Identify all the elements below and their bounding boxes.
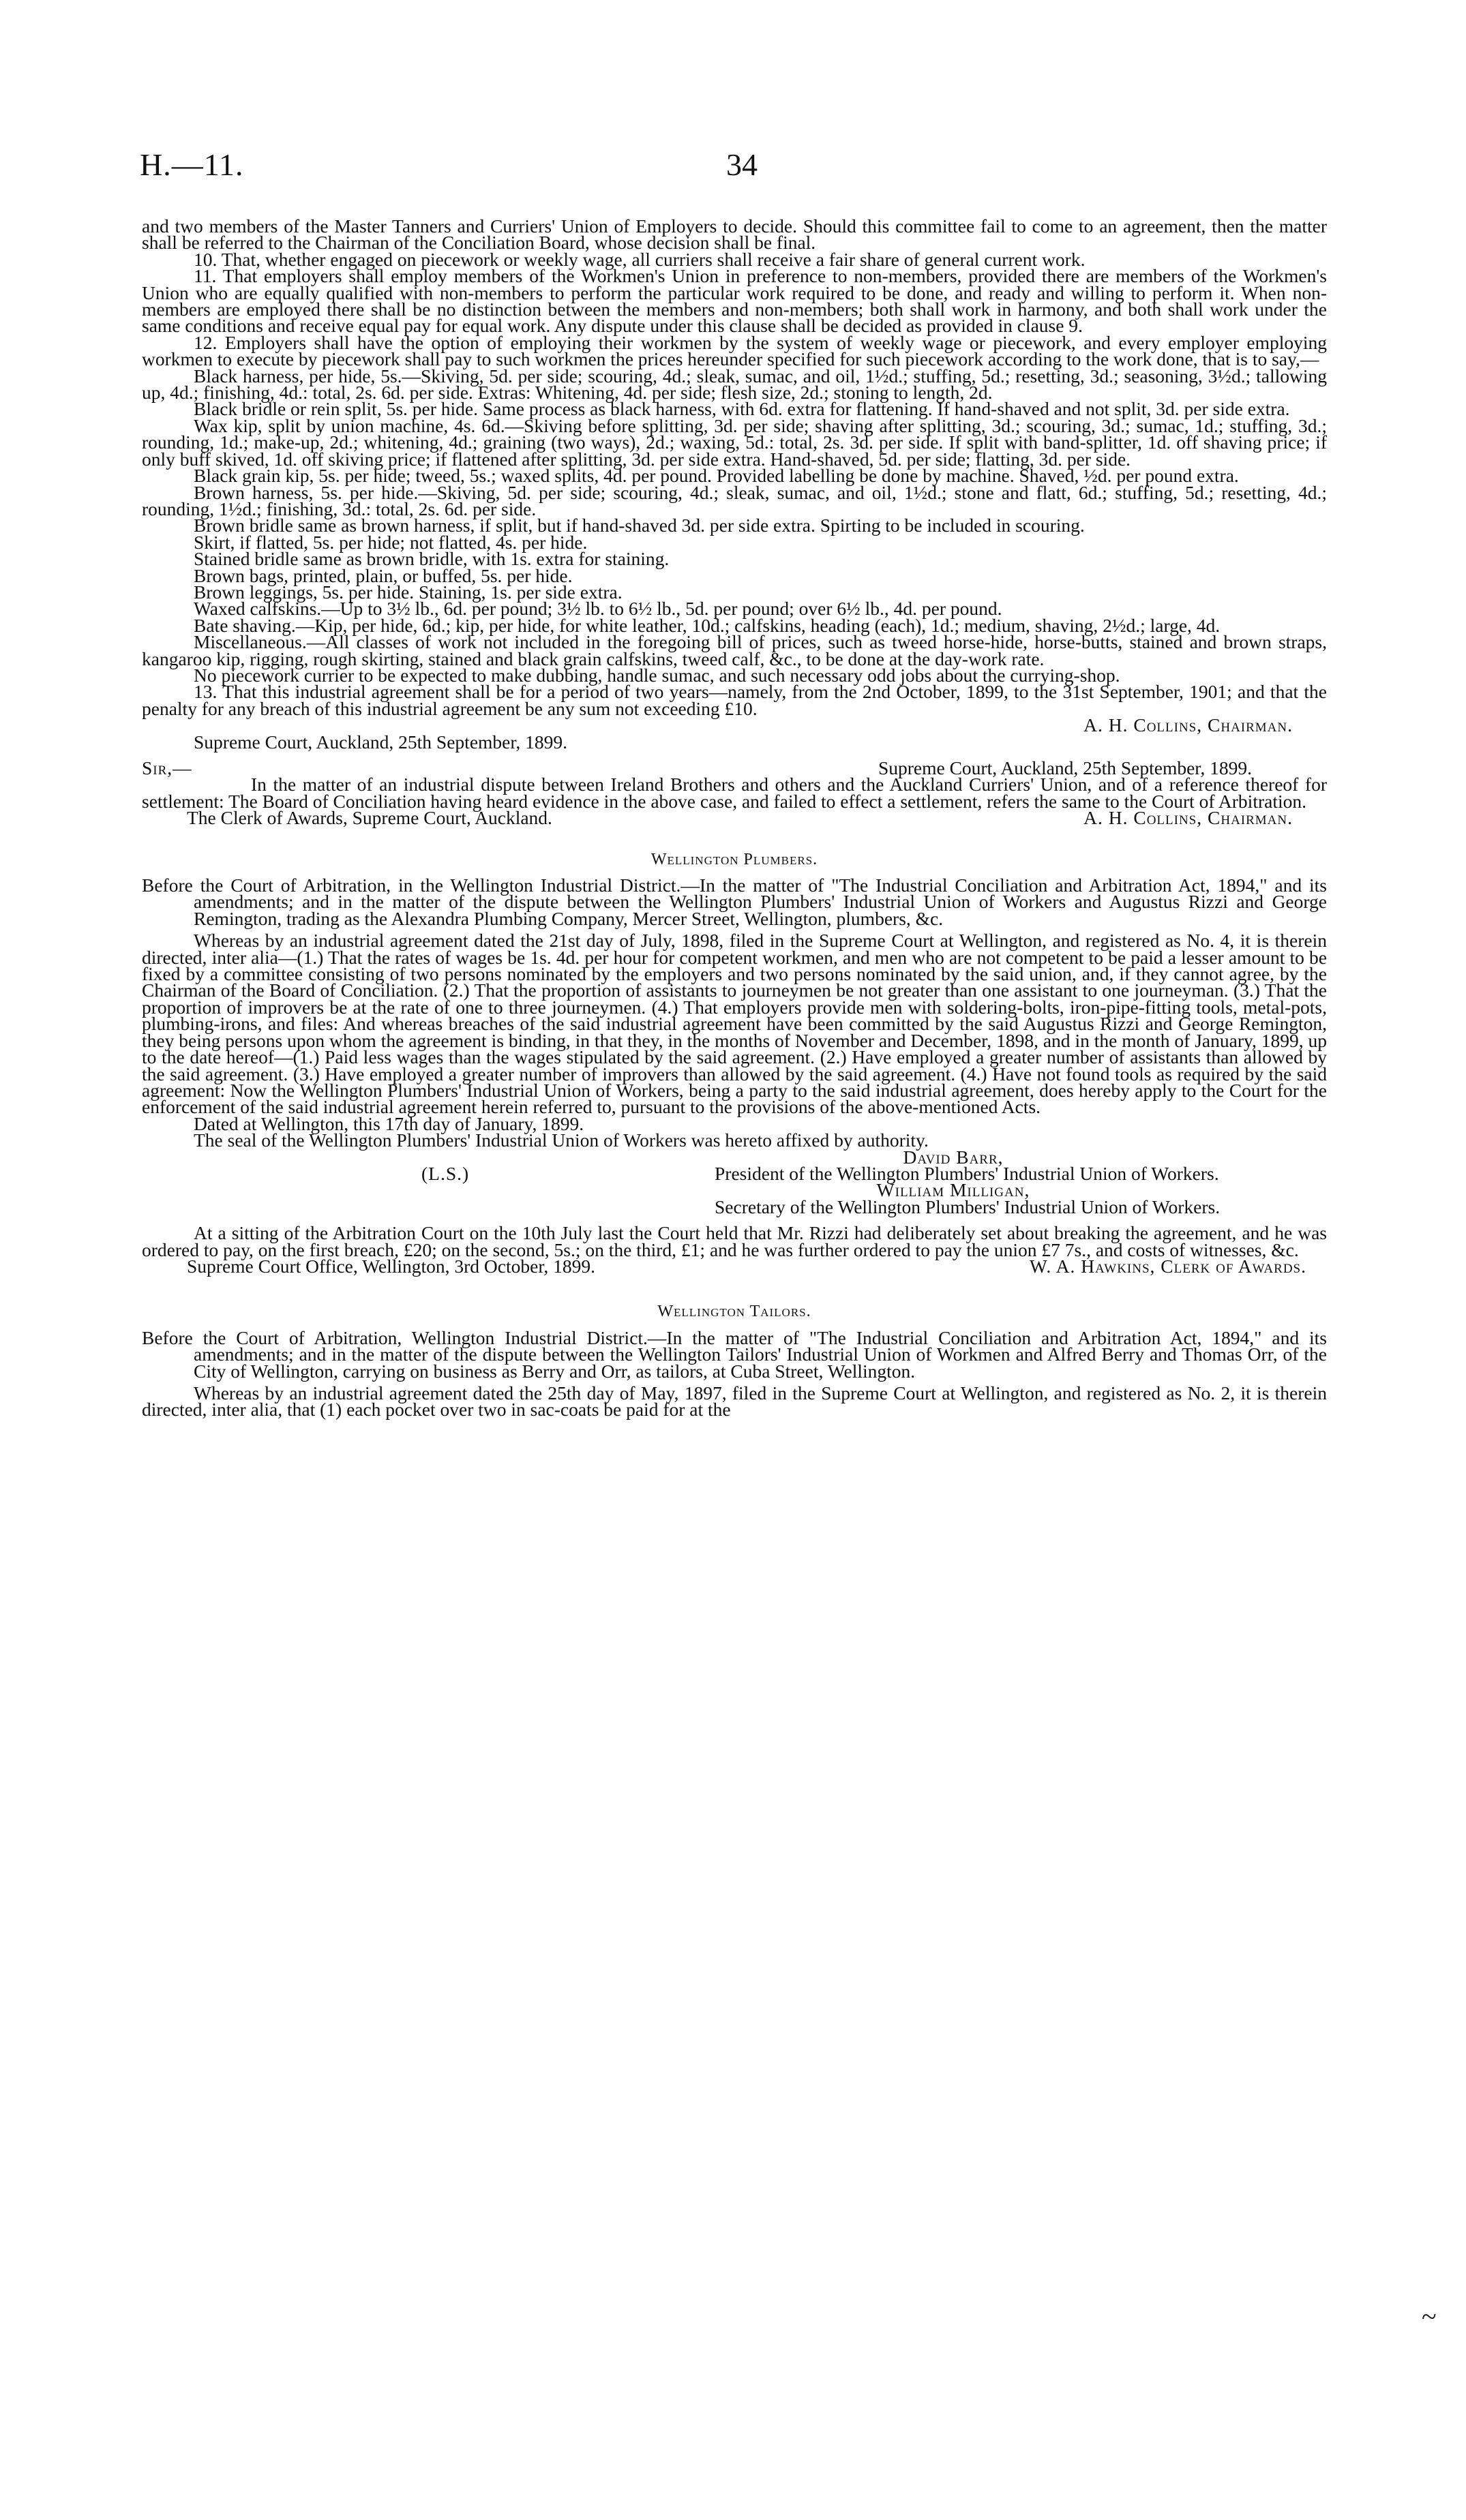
price-skirt: Skirt, if flatted, 5s. per hide; not flatted, 4s. per hide. (194, 531, 588, 553)
margin-mark: ~ (1422, 2301, 1437, 2332)
plumbers-before: Before the Court of Arbitration, in the Wellington Industrial District.—In the matter of "The Industrial Conciliation and Arbitration Act, 1894," and its amendments; and in the matter of the dispute between the Wellington Plumbers' Industrial Union of Workers and Augustus Rizzi and George Remington, trading as the Alexandra Plumbing Company, Mercer Street, Wellington, plumbers, &c. (142, 875, 1327, 929)
price-black-grain: Black grain kip, 5s. per hide; tweed, 5s.; waxed splits, 4d. per pound. Provided labelling be done by machine. Shaved, ½d. per pound extra. (194, 465, 1239, 487)
letter-body: In the matter of an industrial dispute between Ireland Brothers and others and the Auckland Curriers' Union, and of a reference thereof for settlement: The Board of Conciliation having heard evidence in the above case, and failed to effect a settlement, refers the same to the Court of Arbitration. (142, 774, 1327, 812)
page-header (140, 147, 1326, 187)
plumbers-whereas: Whereas by an industrial agreement dated the 21st day of July, 1898, filed in the Supreme Court at Wellington, and registered as No. 4, it is therein directed, inter alia—(1.) That the rates of wages be 1s. 4d. per hour for competent workmen, and men who are not competent to be paid a lesser amount to be fixed by a committee consisting of two persons nominated by the employers and two persons nominated by the said union, and, if they cannot agree, by the Chairman of the Board of Conciliation. (2.) That the proportion of assistants to journeymen be not greater than one assistant to one journeyman. (3.) That the proportion of improvers be at the rate of one to three journeymen. (4.) That employers provide men with soldering-bolts, iron-pipe-fitting tools, metal-pots, plumbing-irons, and files: And whereas breaches of the said industrial agreement have been committed by the said Augustus Rizzi and George Remington, they being persons upon whom the agreement is binding, in that they, in the months of November and December, 1898, and in the month of January, 1899, up to the date hereof—(1.) Paid less wages than the wages stipulated by the said agreement. (2.) Have employed a greater number of assistants than allowed by the said agreement. (3.) Have employed a greater number of improvers than allowed by the said agreement. (4.) Have not found tools as required by the said agreement: Now the Wellington Plumbers' Industrial Union of Workers, being a party to the said industrial agreement, does hereby apply to the Court for the enforcement of the said industrial agreement herein referred to, pursuant to the provisions of the above-mentioned Acts. (142, 930, 1327, 1118)
price-black-harness: Black harness, per hide, 5s.—Skiving, 5d. per side; scouring, 4d.; sleak, sumac, and oil, 1½d.; stuffing, 5d.; resetting, 3d.; seasoning, 3½d.; tallowing up, 4d.; finishing, 4d.: total, 2s. 6d. per side. Extras: Whitening, 4d. per side; flesh size, 2d.; stoning to length, 2d. (142, 365, 1327, 404)
plumbers-heading: Wellington Plumbers. (650, 850, 818, 868)
clause-12: 12. Employers shall have the option of employing their workmen by the system of weekly wage or piecework, and every employer employing workmen to execute by piecework shall pay to such workmen the prices hereunder specified for such piecework according to the work done, that is to say,— (142, 331, 1327, 370)
tailors-heading: Wellington Tailors. (657, 1303, 811, 1321)
plumbers-seal-text: The seal of the Wellington Plumbers' Industrial Union of Workers was hereto affixed by authority. (194, 1129, 929, 1151)
clause-13: 13. That this industrial agreement shall be for a period of two years—namely, from the 2nd October, 1899, to the 31st September, 1901; and that the penalty for any breach of this industrial agreement be any sum not exceeding £10. (142, 681, 1327, 719)
price-waxed-calfskins: Waxed calfskins.—Up to 3½ lb., 6d. per pound; 3½ lb. to 6½ lb., 5d. per pound; over 6½ lb., 4d. per pound. (194, 598, 1002, 620)
president-title: President of the Wellington Plumbers' Industrial Union of Workers. (715, 1162, 1219, 1184)
report-code: H.—11. (140, 147, 244, 182)
seal-mark: (L.S.) (421, 1162, 470, 1184)
letter-signature: A. H. Collins, Chairman. (1083, 807, 1293, 829)
tailors-whereas: Whereas by an industrial agreement dated the 25th day of May, 1897, filed in the Supreme Court at Wellington, and registered as No. 2, it is therein directed, inter alia, that (1) each pocket over two in sac-coats be paid for at the (142, 1382, 1327, 1421)
plumbers-office: Supreme Court Office, Wellington, 3rd October, 1899. (187, 1255, 596, 1277)
price-miscellaneous: Miscellaneous.—All classes of work not included in the foregoing bill of prices, such as tweed horse-hide, horse-butts, stained and brown straps, kangaroo kip, rigging, rough skirting, stained and black grain calfskins, tweed calf, &c., to be done at the day-work rate. (142, 631, 1327, 669)
price-stained-bridle: Stained bridle same as brown bridle, with 1s. extra for staining. (194, 548, 670, 570)
plumbers-dated: Dated at Wellington, this 17th day of January, 1899. (194, 1112, 584, 1134)
secretary-title: Secretary of the Wellington Plumbers' Industrial Union of Workers. (715, 1196, 1221, 1217)
clerk-of-awards: W. A. Hawkins, Clerk of Awards. (1029, 1255, 1306, 1277)
price-brown-bridle: Brown bridle same as brown harness, if split, but if hand-shaved 3d. per side extra. Spirting to be included in scouring. (194, 515, 1085, 536)
no-piecework-paragraph: No piecework currier to be expected to make dubbing, handle sumac, and such necessary odd jobs about the currying-shop. (194, 664, 1120, 686)
continued-paragraph: and two members of the Master Tanners and Curriers' Union of Employers to decide. Should this committee fail to come to an agreement, then the matter shall be referred to the Chairman of the Conciliation Board, whose decision shall be final. (142, 215, 1327, 254)
price-wax-kip: Wax kip, split by union machine, 4s. 6d.—Skiving before splitting, 3d. per side; shaving after splitting, 3d.; scouring, 3d.; sumac, 1d.; stuffing, 3d.; rounding, 1d.; make-up, 2d.; whitening, 4d.; graining (two ways), 2d.; waxing, 5d.: total, 2s. 3d. per side. If split with band-splitter, 1d. off shaving price; if only buff skived, 1d. off skiving price; if flattened after splitting, 3d. per side extra. Hand-shaved, 5d. per side; flatting, 3d. per side. (142, 414, 1327, 470)
president-name: David Barr, (903, 1146, 1004, 1168)
plumbers-office-row (142, 1255, 1327, 1277)
clause-10: 10. That, whether engaged on piecework or weekly wage, all curriers shall receive a fair share of general current work. (194, 248, 1086, 270)
price-bate-shaving: Bate shaving.—Kip, per hide, 6d.; kip, per hide, for white leather, 10d.; calfskins, heading (each), 1d.; medium, shaving, 2½d.; large, 4d. (194, 614, 1221, 636)
clause-11: 11. That employers shall employ members of the Workmen's Union in preference to non-members, provided there are members of the Workmen's Union who are equally qualified with non-members to perform the particular work required to be done, and ready and willing to perform it. When non-members are employed there shall be no distinction between the members and non-members; both shall work in harmony, and both shall work under the same conditions and receive equal pay for equal work. Any dispute under this clause shall be decided as provided in clause 9. (142, 265, 1327, 337)
price-brown-leggings: Brown leggings, 5s. per hide. Staining, 1s. per side extra. (194, 581, 623, 603)
page-number: 34 (726, 147, 758, 182)
document-body (142, 215, 1327, 1421)
letter-footer-row (142, 807, 1327, 829)
letter-place-date: Supreme Court, Auckland, 25th September, 1899. (878, 757, 1252, 778)
price-brown-bags: Brown bags, printed, plain, or buffed, 5s. per hide. (194, 564, 573, 586)
tailors-before: Before the Court of Arbitration, Wellington Industrial District.—In the matter of "The Industrial Conciliation and Arbitration Act, 1894," and its amendments; and in the matter of the dispute between the Wellington Tailors' Industrial Union of Workmen and Alfred Berry and Thomas Orr, of the City of Wellington, carrying on business as Berry and Orr, as tailors, at Cuba Street, Wellington. (142, 1326, 1327, 1382)
price-brown-harness: Brown harness, 5s. per hide.—Skiving, 5d. per side; scouring, 4d.; sleak, sumac, and oil, 1½d.; stone and flatt, 6d.; stuffing, 5d.; resetting, 4d.; rounding, 1½d.; finishing, 3d.: total, 2s. 6d. per side. (142, 481, 1327, 519)
letter-salutation: Sir,— (142, 757, 192, 778)
plumbers-sitting: At a sitting of the Arbitration Court on the 10th July last the Court held that Mr. Rizzi had deliberately set about breaking the agreement, and he was ordered to pay, on the first breach, £20; on the second, 5s.; on the third, £1; and he was further ordered to pay the union £7 7s., and costs of witnesses, &c. (142, 1222, 1327, 1260)
dated-auckland: Supreme Court, Auckland, 25th September, 1899. (194, 731, 568, 753)
price-black-bridle: Black bridle or rein split, 5s. per hide. Same process as black harness, with 6d. extra for flattening. If hand-shaved and not split, 3d. per side extra. (194, 398, 1290, 420)
chairman-signature: A. H. Collins, Chairman. (1083, 714, 1293, 736)
plumbers-signatories (142, 1146, 1327, 1217)
letter-addressee: The Clerk of Awards, Supreme Court, Auckland. (187, 807, 552, 829)
secretary-name: William Milligan, (876, 1179, 1030, 1201)
